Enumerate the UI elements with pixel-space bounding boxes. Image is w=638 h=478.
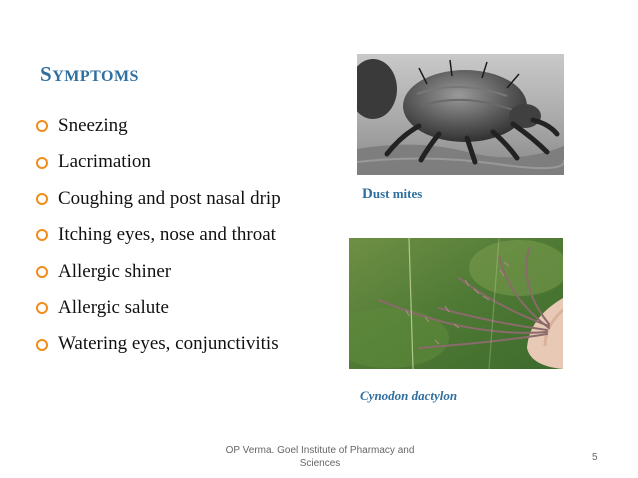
slide-title: [40, 62, 139, 87]
cynodon-caption: Cynodon dactylon: [360, 388, 458, 403]
list-item: [36, 326, 281, 362]
cynodon-grass-photo: [349, 238, 563, 369]
list-item-text: Lacrimation: [58, 151, 151, 173]
list-item: [36, 290, 281, 326]
bullet-ring-icon: [36, 120, 48, 132]
list-item: [36, 254, 281, 290]
bullet-ring-icon: [36, 302, 48, 314]
list-item-text: Allergic salute: [58, 296, 169, 318]
list-item: [36, 144, 281, 180]
list-item: [36, 181, 281, 217]
symptom-list: [36, 108, 281, 363]
slide-title-initial: S: [40, 62, 53, 86]
list-item-text: Itching eyes, nose and throat: [58, 224, 276, 246]
list-item: [36, 108, 281, 144]
list-item-text: Sneezing: [58, 115, 128, 136]
slide-footer: OP Verma. Goel Institute of Pharmacy and Sciences: [225, 445, 415, 469]
list-item-text: Watering eyes, conjunctivitis: [58, 333, 279, 355]
list-item: [36, 217, 281, 253]
slide-title-rest: YMPTOMS: [52, 68, 139, 85]
page-number: 5: [592, 452, 598, 463]
bullet-ring-icon: [36, 266, 48, 278]
bullet-ring-icon: [36, 229, 48, 241]
bullet-ring-icon: [36, 193, 48, 205]
bullet-ring-icon: [36, 157, 48, 169]
dust-mite-photo: [357, 54, 564, 175]
list-item-text: Coughing and post nasal drip: [58, 187, 281, 209]
dust-mites-caption: Dust mites: [362, 186, 423, 202]
bullet-ring-icon: [36, 339, 48, 351]
list-item-text: Allergic shiner: [58, 260, 172, 282]
